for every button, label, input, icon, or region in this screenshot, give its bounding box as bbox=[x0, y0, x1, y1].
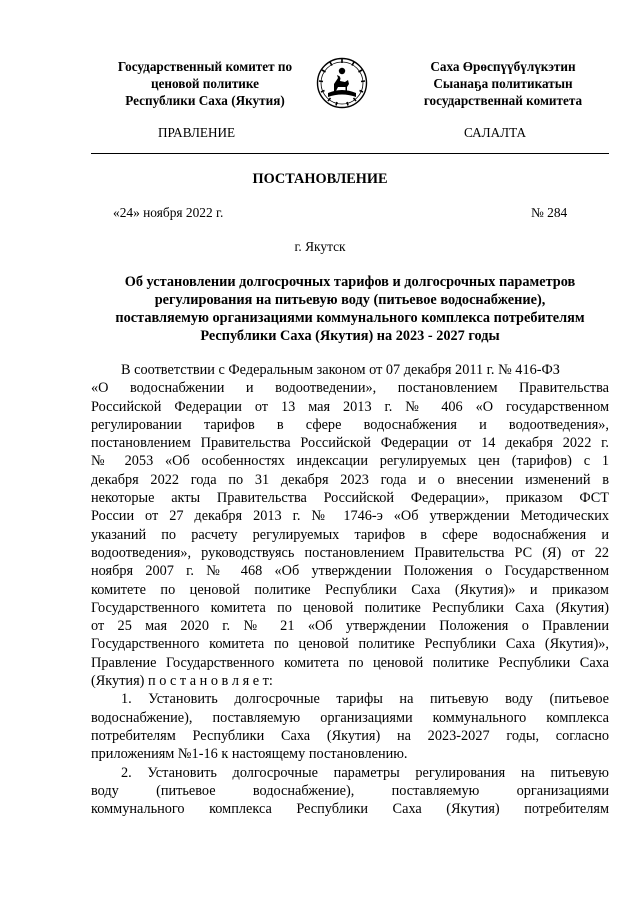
document-city: г. Якутск bbox=[294, 239, 346, 254]
header-right-line: Сыанаҕа политикатын bbox=[433, 76, 573, 91]
header-divider bbox=[91, 153, 609, 154]
body-line: коммунального комплекса Республики Саха (Якутия) потребителям bbox=[91, 801, 609, 818]
body-line: регулировании тарифов в сфере водоснабжения и водоотведения», bbox=[91, 416, 609, 433]
body-line: 1. Установить долгосрочные тарифы на питьевую воду (питьевое bbox=[121, 691, 609, 708]
body-line: водоотведения», руководствуясь постановлением Правительства РС (Я) от 22 bbox=[91, 544, 609, 561]
header-left-line: Государственный комитет по bbox=[117, 59, 293, 74]
document-date: «24» ноября 2022 г. bbox=[113, 205, 224, 220]
body-line: от 25 мая 2020 г. № 21 «Об утверждении Положения о Правлении bbox=[91, 618, 609, 635]
body-line: комитете по ценовой политике Республики Саха (Якутия)» и приказом bbox=[91, 581, 609, 598]
document-subject bbox=[91, 273, 609, 345]
right-subtitle: САЛАЛТА bbox=[464, 125, 526, 140]
document-body bbox=[91, 361, 609, 818]
body-line: «О водоснабжении и водоотведении», постановлением Правительства bbox=[91, 380, 609, 397]
body-line: России от 27 декабря 2013 г. № 1746-э «Об утверждении Методических bbox=[91, 508, 609, 525]
body-line: водоснабжение), поставляемую организациями коммунального комплекса bbox=[91, 709, 609, 726]
body-line: Российской Федерации от 13 мая 2013 г. № 406 «О государственном bbox=[91, 398, 609, 415]
body-line: некоторые акты Правительства Российской Федерации», приказом ФСТ bbox=[91, 490, 609, 507]
body-line: В соответствии с Федеральным законом от 07 декабря 2011 г. № 416-ФЗ bbox=[121, 362, 560, 378]
subject-line: регулирования на питьевую воду (питьевое водоснабжение), bbox=[154, 292, 546, 309]
body-line: воду (питьевое водоснабжение), поставляемую организациями bbox=[91, 782, 609, 799]
body-line: Государственного комитета по ценовой политике Республики Саха (Якутия) bbox=[91, 599, 609, 616]
header-right-line: Саха Өрөспүүбүлүкэтин bbox=[430, 59, 576, 74]
body-line: постановлением Правительства Российской Федерации от 14 декабря 2022 г. bbox=[91, 435, 609, 452]
body-line: 2. Установить долгосрочные параметры регулирования на питьевую bbox=[121, 764, 609, 781]
body-line: декабря 2022 года по 31 декабря 2023 года и о внесении изменений в bbox=[91, 471, 609, 488]
document-number: № 284 bbox=[531, 205, 568, 220]
left-subtitle: ПРАВЛЕНИЕ bbox=[158, 125, 236, 140]
body-line: Правление Государственного комитета по ценовой политике Республики Саха bbox=[91, 654, 609, 671]
body-line: № 2053 «Об особенностях индексации регулируемых цен (тарифов) с 1 bbox=[91, 453, 609, 470]
header-left-line: ценовой политике bbox=[150, 76, 260, 91]
header-left-line: Республики Саха (Якутия) bbox=[125, 93, 285, 108]
body-line: (Якутия) п о с т а н о в л я е т: bbox=[91, 673, 273, 690]
body-line: Государственного комитета по ценовой политике Республики Саха (Якутия)», bbox=[91, 636, 609, 653]
body-line: указаний по расчету регулируемых тарифов в сфере водоснабжения и bbox=[91, 526, 609, 543]
coat-of-arms-icon bbox=[316, 57, 368, 109]
body-line: потребителям Республики Саха (Якутия) на 2023-2027 годы, согласно bbox=[91, 727, 609, 744]
header-left-block bbox=[100, 58, 310, 109]
document-title: ПОСТАНОВЛЕНИЕ bbox=[252, 171, 388, 187]
body-line: приложениям №1-16 к настоящему постановлению. bbox=[91, 746, 408, 763]
body-line: ноября 2007 г. № 468 «Об утверждении Положения о Государственном bbox=[91, 563, 609, 580]
subject-line: Республики Саха (Якутия) на 2023 - 2027 годы bbox=[200, 328, 500, 345]
subject-line: поставляемую организациями коммунального комплекса потребителям bbox=[115, 310, 585, 327]
header-right-block bbox=[398, 58, 608, 109]
subject-line: Об установлении долгосрочных тарифов и долгосрочных параметров bbox=[124, 274, 576, 290]
header-right-line: государственнай комитета bbox=[423, 93, 583, 108]
